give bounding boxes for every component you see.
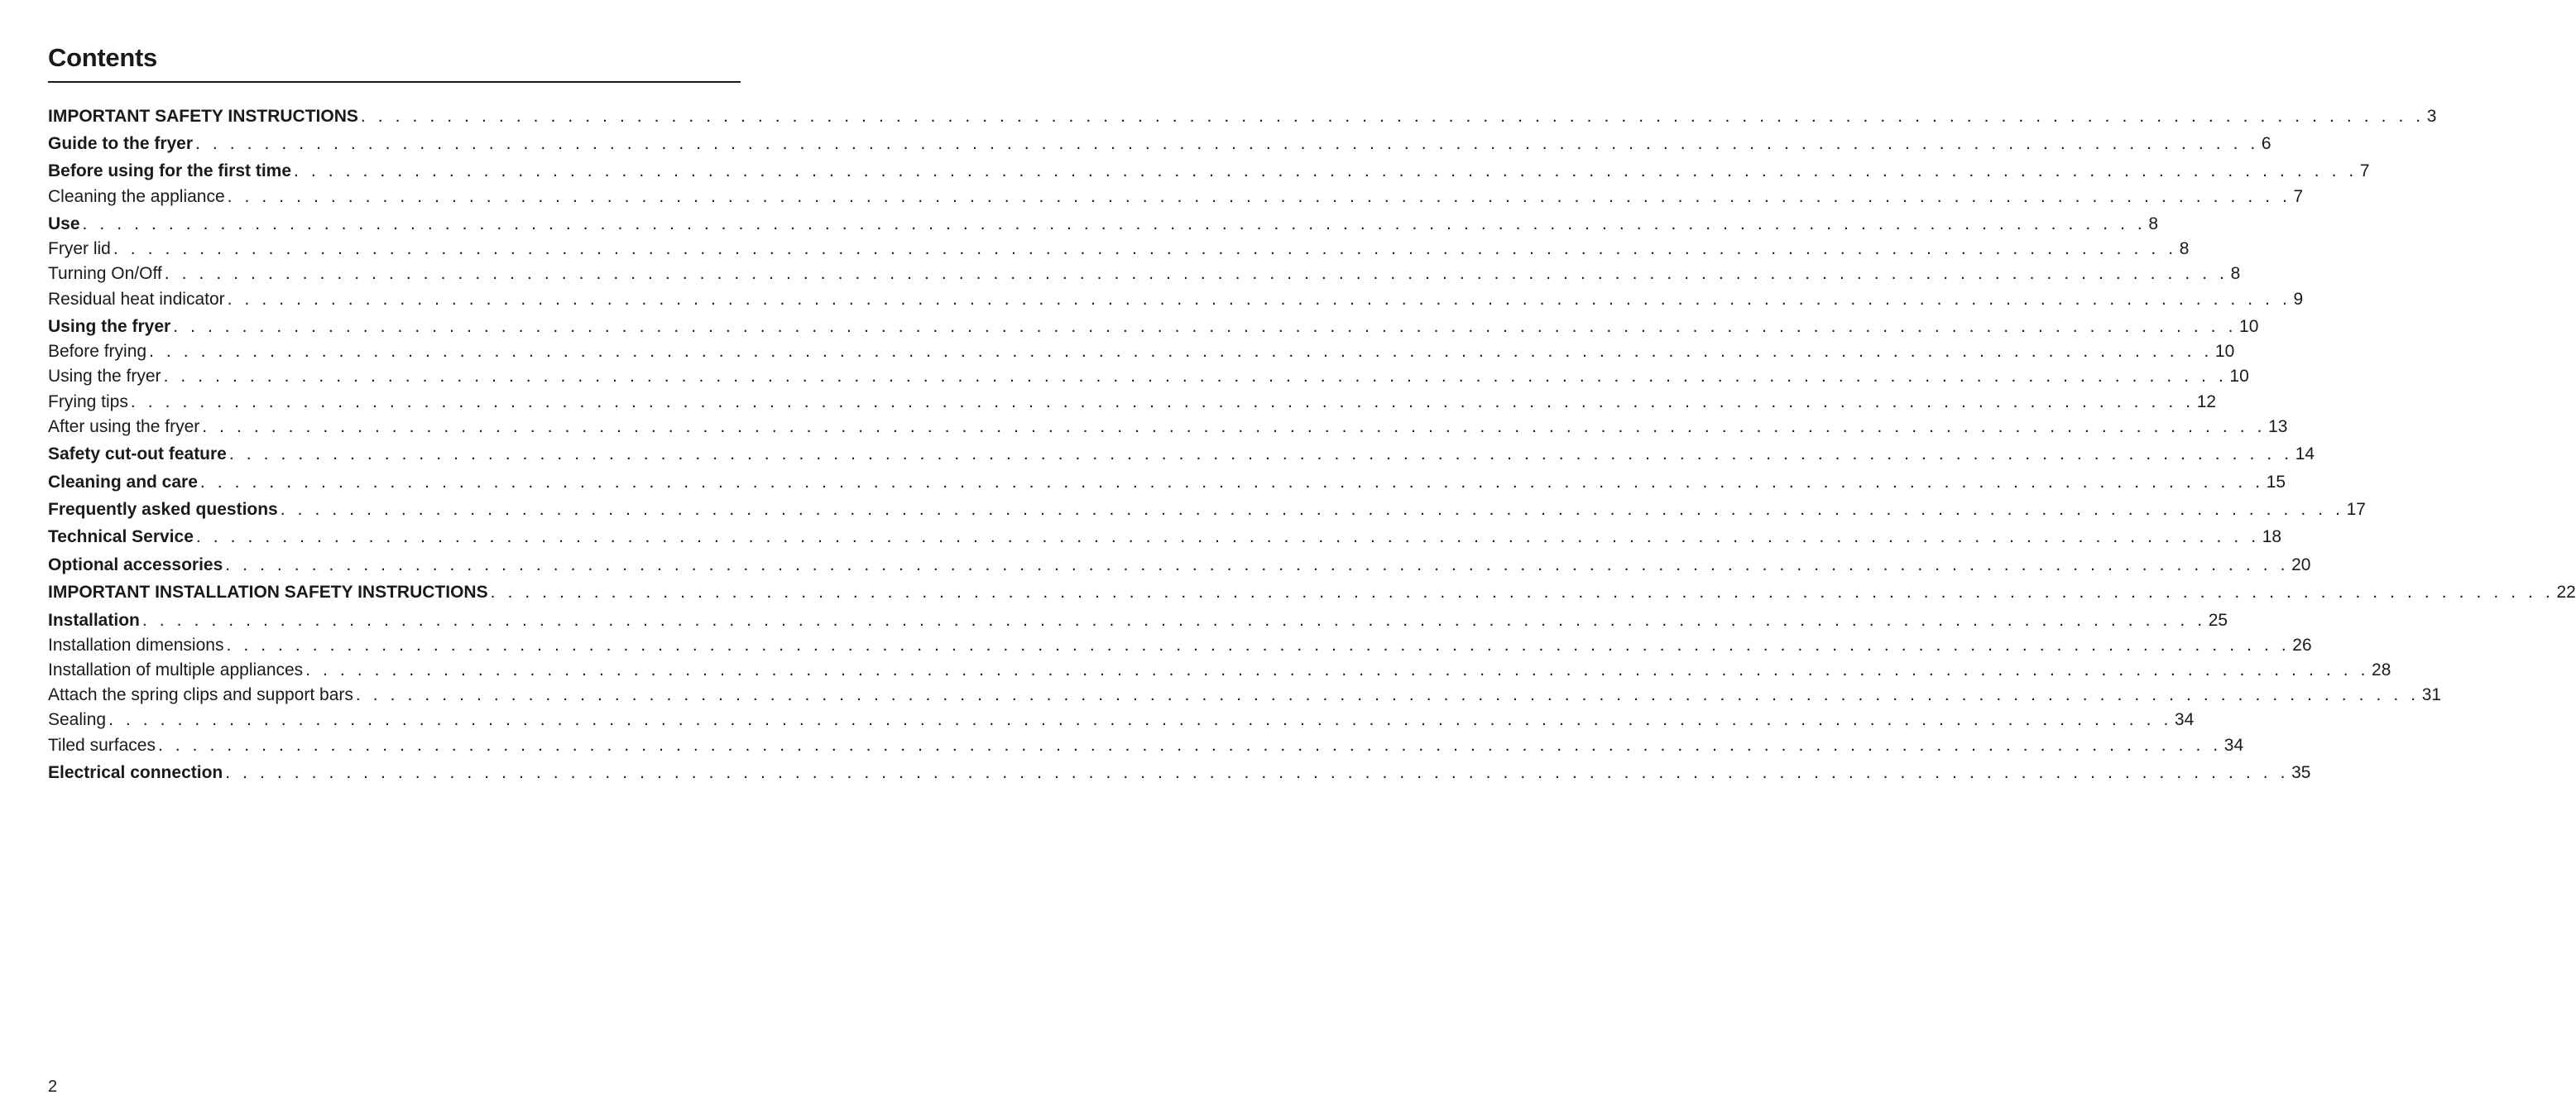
toc-entry[interactable] xyxy=(48,525,2282,550)
toc-entry-page: 15 xyxy=(2266,473,2286,492)
toc-entry-label: IMPORTANT SAFETY INSTRUCTIONS xyxy=(48,107,358,126)
toc-entry[interactable] xyxy=(48,683,2442,708)
toc-entry-page: 7 xyxy=(2293,187,2304,206)
toc-entry[interactable] xyxy=(48,761,2311,785)
toc-entry-label: IMPORTANT INSTALLATION SAFETY INSTRUCTIONS xyxy=(48,583,488,602)
toc-dot-leader: . . . . . . . . . . . . . . . . . . . . . . . . . . . . . . . . . . . . . . . . . . . . . . . . . . . . . . . . . . . . . . . . . . . . . . . . . . . . . . . . . . . . . . . . . . . . . . . . . . . . . . . . . . . . . . . . . . . . . . . . xyxy=(195,527,2260,546)
toc-dot-leader: . . . . . . . . . . . . . . . . . . . . . . . . . . . . . . . . . . . . . . . . . . . . . . . . . . . . . . . . . . . . . . . . . . . . . . . . . . . . . . . . . . . . . . . . . . . . . . . . . . . . . . . . . . . . . . . . . . . . . . . . xyxy=(355,685,2420,704)
title-divider xyxy=(48,81,741,83)
toc-entry-label: Cleaning and care xyxy=(48,473,198,492)
toc-entry-page: 26 xyxy=(2292,636,2312,655)
toc-entry[interactable] xyxy=(48,580,2576,605)
toc-entry-page: 35 xyxy=(2291,763,2311,782)
toc-entry-label: Residual heat indicator xyxy=(48,290,225,309)
toc-entry-page: 8 xyxy=(2179,239,2190,258)
toc-entry-page: 10 xyxy=(2214,342,2235,361)
toc-entry[interactable] xyxy=(48,553,2311,578)
toc-entry-label: Turning On/Off xyxy=(48,264,162,283)
toc-dot-leader: . . . . . . . . . . . . . . . . . . . . . . . . . . . . . . . . . . . . . . . . . . . . . . . . . . . . . . . . . . . . . . . . . . . . . . . . . . . . . . . . . . . . . . . . . . . . . . . . . . . . . . . . . . . . . . . . . . . . . . . . xyxy=(163,367,2228,386)
toc-entry-label: Before using for the first time xyxy=(48,161,292,180)
toc-dot-leader: . . . . . . . . . . . . . . . . . . . . . . . . . . . . . . . . . . . . . . . . . . . . . . . . . . . . . . . . . . . . . . . . . . . . . . . . . . . . . . . . . . . . . . . . . . . . . . . . . . . . . . . . . . . . . . . . . . . . . . . . xyxy=(108,710,2172,729)
toc-entry-label: Before frying xyxy=(48,342,147,361)
toc-entry-label: Installation dimensions xyxy=(48,636,224,655)
toc-entry-page: 34 xyxy=(2174,710,2195,729)
toc-entry-label: After using the fryer xyxy=(48,417,200,436)
toc-entry-page: 9 xyxy=(2293,290,2304,309)
page-number: 2 xyxy=(48,1078,58,1096)
toc-entry-page: 18 xyxy=(2262,527,2282,546)
toc-dot-leader: . . . . . . . . . . . . . . . . . . . . . . . . . . . . . . . . . . . . . . . . . . . . . . . . . . . . . . . . . . . . . . . . . . . . . . . . . . . . . . . . . . . . . . . . . . . . . . . . . . . . . . . . . . . . . . . . . . . . . . . . xyxy=(228,444,2293,463)
toc-entry[interactable] xyxy=(48,415,2288,439)
toc-entry[interactable] xyxy=(48,470,2286,495)
toc-entry-label: Using the fryer xyxy=(48,367,161,386)
toc-dot-leader: . . . . . . . . . . . . . . . . . . . . . . . . . . . . . . . . . . . . . . . . . . . . . . . . . . . . . . . . . . . . . . . . . . . . . . . . . . . . . . . . . . . . . . . . . . . . . . . . . . . . . . . . . . . . . . . . . . . . . . . . xyxy=(225,555,2290,574)
toc-entry-page: 6 xyxy=(2261,134,2271,153)
toc-dot-leader: . . . . . . . . . . . . . . . . . . . . . . . . . . . . . . . . . . . . . . . . . . . . . . . . . . . . . . . . . . . . . . . . . . . . . . . . . . . . . . . . . . . . . . . . . . . . . . . . . . . . . . . . . . . . . . . . . . . . . . . . xyxy=(226,636,2291,655)
toc-dot-leader: . . . . . . . . . . . . . . . . . . . . . . . . . . . . . . . . . . . . . . . . . . . . . . . . . . . . . . . . . . . . . . . . . . . . . . . . . . . . . . . . . . . . . . . . . . . . . . . . . . . . . . . . . . . . . . . . . . . . . . . . xyxy=(490,583,2554,602)
toc-entry[interactable] xyxy=(48,390,2217,415)
toc-dot-leader: . . . . . . . . . . . . . . . . . . . . . . . . . . . . . . . . . . . . . . . . . . . . . . . . . . . . . . . . . . . . . . . . . . . . . . . . . . . . . . . . . . . . . . . . . . . . . . . . . . . . . . . . . . . . . . . . . . . . . . . . xyxy=(195,134,2259,153)
toc-dot-leader: . . . . . . . . . . . . . . . . . . . . . . . . . . . . . . . . . . . . . . . . . . . . . . . . . . . . . . . . . . . . . . . . . . . . . . . . . . . . . . . . . . . . . . . . . . . . . . . . . . . . . . . . . . . . . . . . . . . . . . . . xyxy=(164,264,2228,283)
toc-entry-page: 31 xyxy=(2421,685,2442,704)
toc-dot-leader: . . . . . . . . . . . . . . . . . . . . . . . . . . . . . . . . . . . . . . . . . . . . . . . . . . . . . . . . . . . . . . . . . . . . . . . . . . . . . . . . . . . . . . . . . . . . . . . . . . . . . . . . . . . . . . . . . . . . . . . . xyxy=(227,290,2291,309)
toc-dot-leader: . . . . . . . . . . . . . . . . . . . . . . . . . . . . . . . . . . . . . . . . . . . . . . . . . . . . . . . . . . . . . . . . . . . . . . . . . . . . . . . . . . . . . . . . . . . . . . . . . . . . . . . . . . . . . . . . . . . . . . . . xyxy=(280,500,2344,519)
toc-entry-label: Cleaning the appliance xyxy=(48,187,225,206)
toc-dot-leader: . . . . . . . . . . . . . . . . . . . . . . . . . . . . . . . . . . . . . . . . . . . . . . . . . . . . . . . . . . . . . . . . . . . . . . . . . . . . . . . . . . . . . . . . . . . . . . . . . . . . . . . . . . . . . . . . . . . . . . . . xyxy=(130,392,2195,411)
toc-entry[interactable] xyxy=(48,237,2190,262)
toc-entry[interactable] xyxy=(48,104,2437,129)
toc-dot-leader: . . . . . . . . . . . . . . . . . . . . . . . . . . . . . . . . . . . . . . . . . . . . . . . . . . . . . . . . . . . . . . . . . . . . . . . . . . . . . . . . . . . . . . . . . . . . . . . . . . . . . . . . . . . . . . . . . . . . . . . . xyxy=(227,187,2291,206)
toc-entry-page: 17 xyxy=(2346,500,2366,519)
toc-dot-leader: . . . . . . . . . . . . . . . . . . . . . . . . . . . . . . . . . . . . . . . . . . . . . . . . . . . . . . . . . . . . . . . . . . . . . . . . . . . . . . . . . . . . . . . . . . . . . . . . . . . . . . . . . . . . . . . . . . . . . . . . xyxy=(202,417,2267,436)
toc-entry[interactable] xyxy=(48,633,2312,658)
toc-entry-label: Frequently asked questions xyxy=(48,500,278,519)
toc-entry-label: Optional accessories xyxy=(48,555,223,574)
toc-entry-page: 8 xyxy=(2148,214,2159,233)
toc-dot-leader: . . . . . . . . . . . . . . . . . . . . . . . . . . . . . . . . . . . . . . . . . . . . . . . . . . . . . . . . . . . . . . . . . . . . . . . . . . . . . . . . . . . . . . . . . . . . . . . . . . . . . . . . . . . . . . . . . . . . . . . . xyxy=(225,763,2290,782)
toc-entry-label: Electrical connection xyxy=(48,763,223,782)
toc-dot-leader: . . . . . . . . . . . . . . . . . . . . . . . . . . . . . . . . . . . . . . . . . . . . . . . . . . . . . . . . . . . . . . . . . . . . . . . . . . . . . . . . . . . . . . . . . . . . . . . . . . . . . . . . . . . . . . . . . . . . . . . . xyxy=(157,736,2222,755)
toc-entry[interactable] xyxy=(48,442,2315,467)
toc-entry-page: 12 xyxy=(2196,392,2217,411)
toc-entry[interactable] xyxy=(48,185,2304,209)
toc-entry[interactable] xyxy=(48,287,2304,312)
toc-entry-page: 14 xyxy=(2295,444,2315,463)
toc-entry[interactable] xyxy=(48,339,2235,364)
toc-dot-leader: . . . . . . . . . . . . . . . . . . . . . . . . . . . . . . . . . . . . . . . . . . . . . . . . . . . . . . . . . . . . . . . . . . . . . . . . . . . . . . . . . . . . . . . . . . . . . . . . . . . . . . . . . . . . . . . . . . . . . . . . xyxy=(82,214,2147,233)
toc-entry[interactable] xyxy=(48,315,2259,339)
toc-entry-label: Use xyxy=(48,214,80,233)
toc-entry[interactable] xyxy=(48,212,2159,237)
toc-entry-label: Safety cut-out feature xyxy=(48,444,227,463)
toc-dot-leader: . . . . . . . . . . . . . . . . . . . . . . . . . . . . . . . . . . . . . . . . . . . . . . . . . . . . . . . . . . . . . . . . . . . . . . . . . . . . . . . . . . . . . . . . . . . . . . . . . . . . . . . . . . . . . . . . . . . . . . . . xyxy=(199,473,2264,492)
toc-dot-leader: . . . . . . . . . . . . . . . . . . . . . . . . . . . . . . . . . . . . . . . . . . . . . . . . . . . . . . . . . . . . . . . . . . . . . . . . . . . . . . . . . . . . . . . . . . . . . . . . . . . . . . . . . . . . . . . . . . . . . . . . xyxy=(360,107,2425,126)
toc-entry[interactable] xyxy=(48,608,2228,633)
toc-dot-leader: . . . . . . . . . . . . . . . . . . . . . . . . . . . . . . . . . . . . . . . . . . . . . . . . . . . . . . . . . . . . . . . . . . . . . . . . . . . . . . . . . . . . . . . . . . . . . . . . . . . . . . . . . . . . . . . . . . . . . . . . xyxy=(305,660,2370,680)
toc-entry-page: 10 xyxy=(2229,367,2249,386)
toc-entry[interactable] xyxy=(48,658,2391,683)
toc-entry-page: 7 xyxy=(2359,161,2370,180)
toc-entry-page: 10 xyxy=(2239,317,2259,336)
toc-entry-page: 3 xyxy=(2426,107,2437,126)
toc-entry-label: Tiled surfaces xyxy=(48,736,156,755)
toc-entry-page: 8 xyxy=(2230,264,2241,283)
toc-entry-label: Frying tips xyxy=(48,392,128,411)
toc-entry-label: Sealing xyxy=(48,710,107,729)
toc-entry-label: Using the fryer xyxy=(48,317,171,336)
toc-entry[interactable] xyxy=(48,708,2195,732)
toc-dot-leader: . . . . . . . . . . . . . . . . . . . . . . . . . . . . . . . . . . . . . . . . . . . . . . . . . . . . . . . . . . . . . . . . . . . . . . . . . . . . . . . . . . . . . . . . . . . . . . . . . . . . . . . . . . . . . . . . . . . . . . . . xyxy=(113,239,2177,258)
toc-entry-label: Installation xyxy=(48,611,140,630)
toc-entry-page: 22 xyxy=(2556,583,2576,602)
toc-entry[interactable] xyxy=(48,159,2370,184)
toc-entry-label: Guide to the fryer xyxy=(48,134,194,153)
toc-entry-label: Technical Service xyxy=(48,527,194,546)
toc-entry[interactable] xyxy=(48,132,2271,156)
toc-entry[interactable] xyxy=(48,497,2366,522)
toc-dot-leader: . . . . . . . . . . . . . . . . . . . . . . . . . . . . . . . . . . . . . . . . . . . . . . . . . . . . . . . . . . . . . . . . . . . . . . . . . . . . . . . . . . . . . . . . . . . . . . . . . . . . . . . . . . . . . . . . . . . . . . . . xyxy=(149,342,2213,361)
toc-entry[interactable] xyxy=(48,364,2249,389)
toc-entry-page: 28 xyxy=(2372,660,2391,680)
toc-entry-page: 34 xyxy=(2223,736,2244,755)
toc-entry-page: 25 xyxy=(2208,611,2228,630)
toc-entry[interactable] xyxy=(48,262,2241,286)
toc-entry-label: Attach the spring clips and support bars xyxy=(48,685,353,704)
toc-entry-page: 13 xyxy=(2268,417,2288,436)
toc-entry-page: 20 xyxy=(2291,555,2311,574)
toc-dot-leader: . . . . . . . . . . . . . . . . . . . . . . . . . . . . . . . . . . . . . . . . . . . . . . . . . . . . . . . . . . . . . . . . . . . . . . . . . . . . . . . . . . . . . . . . . . . . . . . . . . . . . . . . . . . . . . . . . . . . . . . . xyxy=(142,611,2206,630)
toc-entry-label: Fryer lid xyxy=(48,239,111,258)
toc-dot-leader: . . . . . . . . . . . . . . . . . . . . . . . . . . . . . . . . . . . . . . . . . . . . . . . . . . . . . . . . . . . . . . . . . . . . . . . . . . . . . . . . . . . . . . . . . . . . . . . . . . . . . . . . . . . . . . . . . . . . . . . . xyxy=(294,161,2358,180)
toc-dot-leader: . . . . . . . . . . . . . . . . . . . . . . . . . . . . . . . . . . . . . . . . . . . . . . . . . . . . . . . . . . . . . . . . . . . . . . . . . . . . . . . . . . . . . . . . . . . . . . . . . . . . . . . . . . . . . . . . . . . . . . . . xyxy=(173,317,2238,336)
toc-entry[interactable] xyxy=(48,733,2244,758)
page-title: Contents xyxy=(48,43,157,72)
toc-entry-label: Installation of multiple appliances xyxy=(48,660,304,680)
